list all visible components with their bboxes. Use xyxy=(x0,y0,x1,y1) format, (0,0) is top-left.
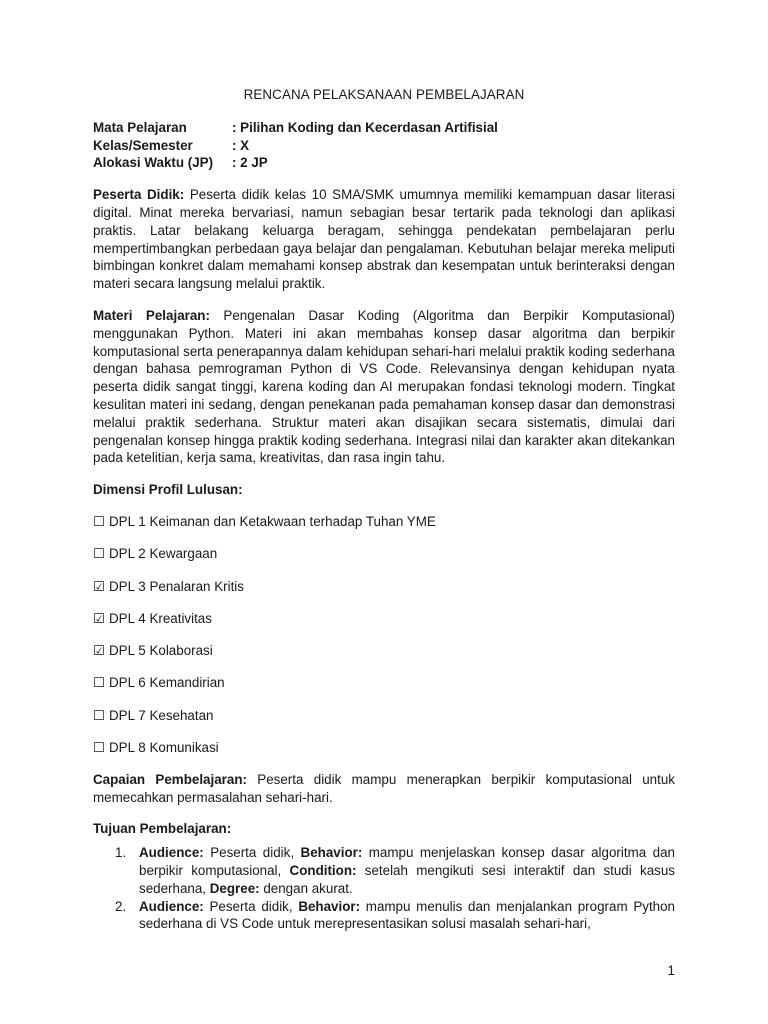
degree-text: dengan akurat. xyxy=(259,880,353,896)
meta-value: : Pilihan Koding dan Kecerdasan Artifisial xyxy=(232,119,498,135)
meta-key: Mata Pelajaran xyxy=(93,119,187,135)
condition-label: Condition: xyxy=(289,863,357,878)
list-item xyxy=(93,844,675,897)
materi-pelajaran-label: Materi Pelajaran: xyxy=(93,307,210,323)
audience-label: Audience: xyxy=(139,845,204,861)
behavior-label: Behavior: xyxy=(298,898,361,914)
checkbox-empty-icon: ☐ xyxy=(93,675,106,691)
checkbox-empty-icon: ☐ xyxy=(93,707,106,723)
meta-key: Alokasi Waktu (JP) xyxy=(93,155,214,171)
dpl-item xyxy=(93,513,675,531)
dpl-label: DPL 2 Kewargaan xyxy=(109,546,218,562)
peserta-didik-label: Peserta Didik: xyxy=(93,187,185,203)
meta-block xyxy=(93,119,675,172)
checkbox-checked-icon: ☑ xyxy=(93,610,106,626)
capaian-text: Peserta didik mampu menerapkan berpikir komputasional untuk memecahkan permasalahan sehari-hari. xyxy=(93,771,675,805)
checkbox-checked-icon: ☑ xyxy=(93,578,106,594)
meta-row-mata-pelajaran xyxy=(93,119,675,137)
tujuan-pembelajaran-heading: Tujuan Pembelajaran: xyxy=(93,821,232,837)
list-number-wrap xyxy=(93,898,139,934)
audience-text: Peserta didik, xyxy=(203,845,301,861)
list-item-body xyxy=(139,898,675,934)
list-number: 2. xyxy=(115,898,127,914)
audience-label: Audience: xyxy=(139,898,204,914)
peserta-didik-text: Peserta didik kelas 10 SMA/SMK umumnya memiliki kemampuan dasar literasi digital. Minat mereka bervariasi, namun sebagian besar tertarik pada teknologi dan aplikasi praktis. Latar belakang keluarga beragam, sehingga pendekatan pembelajaran perlu mempertimbangkan perbedaan gaya belajar dan pengalaman. Kebutuhan belajar mereka meliputi bimbingan konkret dalam memahami konsep abstrak dan kesempatan untuk berinteraksi dengan materi secara langsung melalui praktik. xyxy=(93,187,676,292)
tujuan-list xyxy=(93,844,675,933)
degree-label: Degree: xyxy=(209,880,260,896)
list-number-wrap xyxy=(93,844,139,897)
dpl-item xyxy=(93,674,675,692)
meta-key: Kelas/Semester xyxy=(93,137,193,153)
dpl-item xyxy=(93,545,675,563)
dpl-label: DPL 8 Komunikasi xyxy=(109,740,219,756)
list-item xyxy=(93,898,675,934)
dpl-label: DPL 7 Kesehatan xyxy=(109,707,214,723)
page-number: 1 xyxy=(667,963,675,978)
materi-pelajaran-paragraph xyxy=(93,307,675,467)
dpl-label: DPL 3 Penalaran Kritis xyxy=(109,578,244,594)
document-title: RENCANA PELAKSANAAN PEMBELAJARAN xyxy=(243,87,525,102)
checkbox-empty-icon: ☐ xyxy=(93,513,106,529)
condition-text: setelah mengikuti sesi interaktif dan studi kasus sederhana, xyxy=(139,863,675,896)
checkbox-checked-icon: ☑ xyxy=(93,643,106,659)
dpl-item xyxy=(93,578,675,596)
meta-row-alokasi-waktu xyxy=(93,154,675,172)
meta-value: : 2 JP xyxy=(232,155,268,171)
meta-value: : X xyxy=(232,137,250,153)
dpl-item xyxy=(93,610,675,628)
meta-row-kelas-semester xyxy=(93,137,675,155)
dpl-label: DPL 1 Keimanan dan Ketakwaan terhadap Tuhan YME xyxy=(109,513,436,529)
audience-text: Peserta didik, xyxy=(203,898,299,914)
checkbox-empty-icon: ☐ xyxy=(93,740,106,756)
behavior-text: mampu menjelaskan konsep dasar algoritma dan berpikir komputasional, xyxy=(139,845,675,878)
dpl-checklist xyxy=(93,513,675,757)
peserta-didik-paragraph xyxy=(93,186,675,293)
document-page xyxy=(93,86,675,933)
capaian-pembelajaran-paragraph xyxy=(93,771,675,807)
dpl-item xyxy=(93,707,675,725)
behavior-text: mampu menulis dan menjalankan program Python sederhana di VS Code untuk merepresentasikan solusi masalah sehari-hari, xyxy=(139,898,676,932)
list-item-body xyxy=(139,844,675,897)
list-number: 1. xyxy=(115,845,127,861)
dpl-label: DPL 6 Kemandirian xyxy=(109,675,225,691)
checkbox-empty-icon: ☐ xyxy=(93,546,106,562)
behavior-label: Behavior: xyxy=(300,845,363,861)
materi-pelajaran-text: Pengenalan Dasar Koding (Algoritma dan Berpikir Komputasional) menggunakan Python. Materi ini akan membahas konsep dasar algoritma dan berpikir komputasional serta penerapannya dalam kehidupan sehari-hari melalui praktik koding sederhana dengan bahasa pemrograman Python di VS Code. Relevansinya dengan kehidupan nyata peserta didik sangat tinggi, karena koding dan AI merupakan fondasi teknologi modern. Tingkat kesulitan materi ini sedang, dengan penekanan pada pemahaman konsep dasar dan demonstrasi melalui praktik sederhana. Struktur materi akan disajikan secara sistematis, dimulai dari pengenalan konsep hingga praktik koding sederhana. Integrasi nilai dan karakter akan ditekankan pada ketelitian, kerja sama, kreativitas, dan rasa ingin tahu. xyxy=(93,307,675,466)
dpl-label: DPL 5 Kolaborasi xyxy=(109,643,213,659)
dpl-label: DPL 4 Kreativitas xyxy=(109,610,212,626)
dpl-item xyxy=(93,642,675,660)
capaian-label: Capaian Pembelajaran: xyxy=(93,771,247,787)
dpl-item xyxy=(93,739,675,757)
dimensi-profil-heading: Dimensi Profil Lulusan: xyxy=(93,482,243,498)
